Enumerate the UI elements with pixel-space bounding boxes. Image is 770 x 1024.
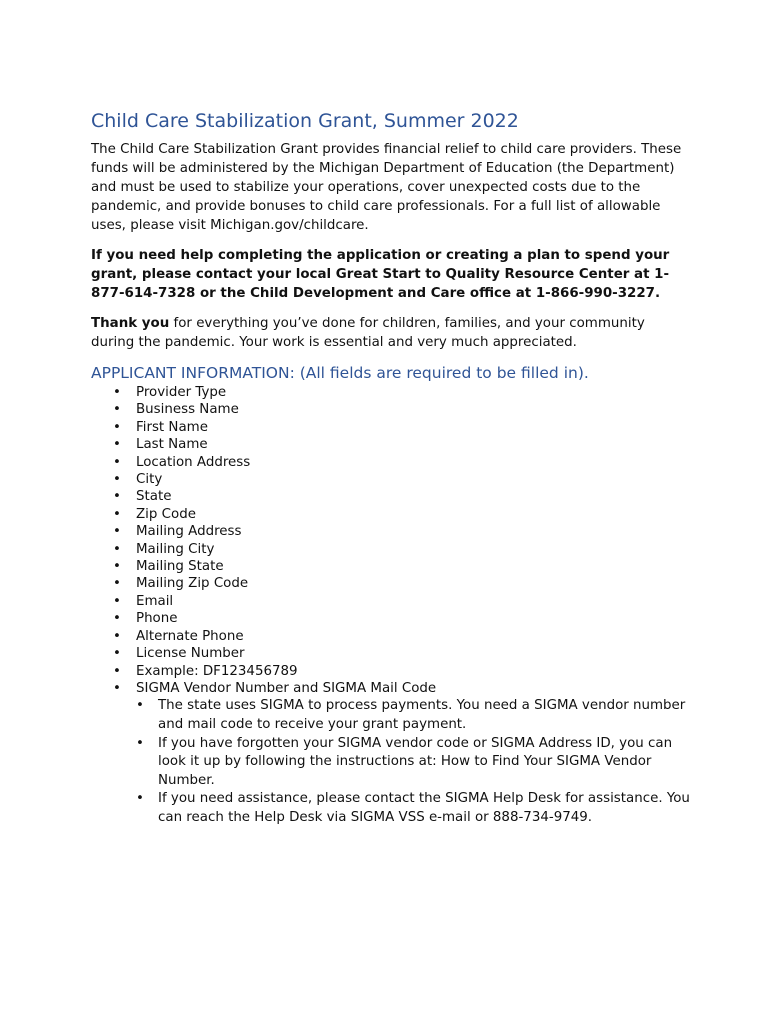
list-item: • Mailing Address [113,524,242,540]
intro-paragraph: The Child Care Stabilization Grant provides financial relief to child care providers. These funds will be administered by the Michigan Department of Education (the Department) and must be used to stabilize your operations, cover unexpected costs due to the pandemic, and provide bonuses to child care professionals. For a full list of allowable uses, please visit Michigan.gov/childcare. [91,142,682,233]
sigma-notes-list [91,697,691,827]
list-item: • Alternate Phone [113,628,244,644]
list-item: • Provider Type [113,385,227,400]
list-item: • License Number [113,646,245,662]
list-item: • Location Address [113,454,251,470]
bullet-icon: • [136,698,144,714]
list-item: • If you need assistance, please contact the SIGMA Help Desk for assistance. You can reach the Help Desk via SIGMA VSS e-mail or 888-734-9749. [136,791,690,825]
list-item: • State [113,489,172,505]
list-item: • City [113,472,163,488]
bullet-icon: • [113,559,121,575]
list-item: • Phone [113,611,178,627]
bullet-icon: • [113,437,121,453]
list-item: • First Name [113,419,208,435]
bullet-icon: • [113,402,121,418]
bullet-icon: • [113,524,121,540]
bullet-icon: • [113,628,121,644]
bullet-icon: • [113,611,121,627]
bullet-icon: • [113,541,121,557]
list-item: • Business Name [113,402,239,418]
document-title: Child Care Stabilization Grant, Summer 2022 [91,110,519,132]
bullet-icon: • [113,419,121,435]
bullet-icon: • [113,646,121,662]
thanks-bold: Thank you [91,316,170,331]
bullet-icon: • [113,385,121,400]
document-page [91,108,691,827]
bullet-icon: • [113,454,121,470]
list-item: • Last Name [113,437,208,453]
bullet-icon: • [136,791,144,807]
bullet-icon: • [113,576,121,592]
list-item: • The state uses SIGMA to process payments. You need a SIGMA vendor number and mail code to receive your grant payment. [136,698,686,732]
thanks-paragraph [91,314,691,352]
bullet-icon: • [113,506,121,522]
bullet-icon: • [113,593,121,609]
bullet-icon: • [136,735,144,751]
applicant-information-heading: APPLICANT INFORMATION: (All fields are required to be filled in). [91,364,589,382]
list-item: • Mailing State [113,559,224,575]
bullet-icon: • [113,489,121,505]
bullet-icon: • [113,472,121,488]
bullet-icon: • [113,680,121,696]
thanks-text: for everything you’ve done for children, families, and your community during the pandemic. Your work is essential and very much appreciated. [91,316,645,350]
list-item: • Zip Code [113,506,196,522]
bullet-icon: • [113,663,121,679]
help-paragraph: If you need help completing the application or creating a plan to spend your grant, please contact your local Great Start to Quality Resource Center at 1-877-614-7328 or the Child Development and Care office at 1-866-990-3227. [91,248,670,301]
list-item: • Mailing City [113,541,215,557]
applicant-fields-list [91,384,691,697]
list-item: • SIGMA Vendor Number and SIGMA Mail Code [113,680,437,696]
list-item: • Email [113,593,174,609]
list-item: • Mailing Zip Code [113,576,249,592]
list-item: • Example: DF123456789 [113,663,298,679]
list-item: • If you have forgotten your SIGMA vendor code or SIGMA Address ID, you can look it up by following the instructions at: How to Find Your SIGMA Vendor Number. [136,735,673,788]
